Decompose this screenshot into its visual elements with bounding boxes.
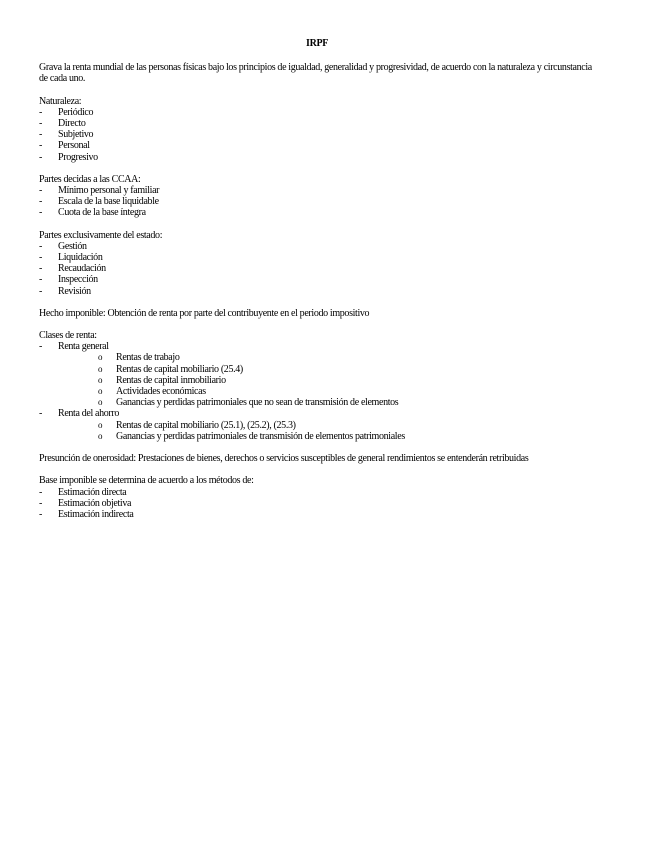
estado-heading: Partes exclusivamente del estado: xyxy=(39,229,163,241)
list-item: - Personal xyxy=(39,140,595,151)
list-item: - Progresivo xyxy=(39,152,595,163)
list-item: - Revisión xyxy=(39,286,595,297)
clases-list xyxy=(39,341,595,442)
renta-general-sublist xyxy=(58,352,595,408)
base-list xyxy=(39,487,595,521)
list-item: - Estimación directa xyxy=(39,487,595,498)
onerosidad-paragraph: Presunción de onerosidad: Prestaciones de bienes, derechos o servicios susceptibles de general rendimientos se entenderán retribuidas xyxy=(39,453,529,465)
intro-paragraph: Grava la renta mundial de las personas físicas bajo los principios de igualdad, generalidad y progresividad, de acuerdo con la naturaleza y circunstancia de cada uno. xyxy=(39,62,592,85)
list-item: - Escala de la base liquidable xyxy=(39,196,595,207)
renta-ahorro-sublist xyxy=(58,420,595,442)
list-item: - Periódico xyxy=(39,107,595,118)
document-title: IRPF xyxy=(306,38,328,49)
list-item: - Gestión xyxy=(39,241,595,252)
naturaleza-heading: Naturaleza: xyxy=(39,95,82,107)
list-item: o Ganancias y perdidas patrimoniales que no sean de transmisión de elementos xyxy=(58,397,595,408)
naturaleza-list xyxy=(39,107,595,163)
ccaa-heading: Partes decidas a las CCAA: xyxy=(39,173,141,185)
list-item: o Actividades económicas xyxy=(58,386,595,397)
renta-ahorro-item xyxy=(39,408,595,442)
list-item: - Estimación objetiva xyxy=(39,498,595,509)
renta-ahorro-label: Renta del ahorro xyxy=(58,408,120,420)
renta-general-item xyxy=(39,341,595,408)
list-item: o Rentas de capital mobiliario (25.4) xyxy=(58,364,595,375)
list-item: o Rentas de trabajo xyxy=(58,352,595,363)
list-item: - Cuota de la base íntegra xyxy=(39,207,595,218)
list-item: o Ganancias y perdidas patrimoniales de transmisión de elementos patrimoniales xyxy=(58,431,595,442)
base-heading: Base imponible se determina de acuerdo a los métodos de: xyxy=(39,475,254,487)
list-item: - Subjetivo xyxy=(39,129,595,140)
hecho-imponible-paragraph: Hecho imponible: Obtención de renta por parte del contribuyente en el periodo impositivo xyxy=(39,307,370,319)
list-item: - Mínimo personal y familiar xyxy=(39,185,595,196)
renta-general-label: Renta general xyxy=(58,341,109,353)
estado-list xyxy=(39,241,595,297)
list-item: - Liquidación xyxy=(39,252,595,263)
list-item: - Recaudación xyxy=(39,263,595,274)
list-item: - Inspección xyxy=(39,274,595,285)
list-item: o Rentas de capital inmobiliario xyxy=(58,375,595,386)
list-item: o Rentas de capital mobiliario (25.1), (25.2), (25.3) xyxy=(58,420,595,431)
clases-heading: Clases de renta: xyxy=(39,330,97,342)
ccaa-list xyxy=(39,185,595,219)
list-item: - Directo xyxy=(39,118,595,129)
list-item: - Estimación indirecta xyxy=(39,509,595,520)
